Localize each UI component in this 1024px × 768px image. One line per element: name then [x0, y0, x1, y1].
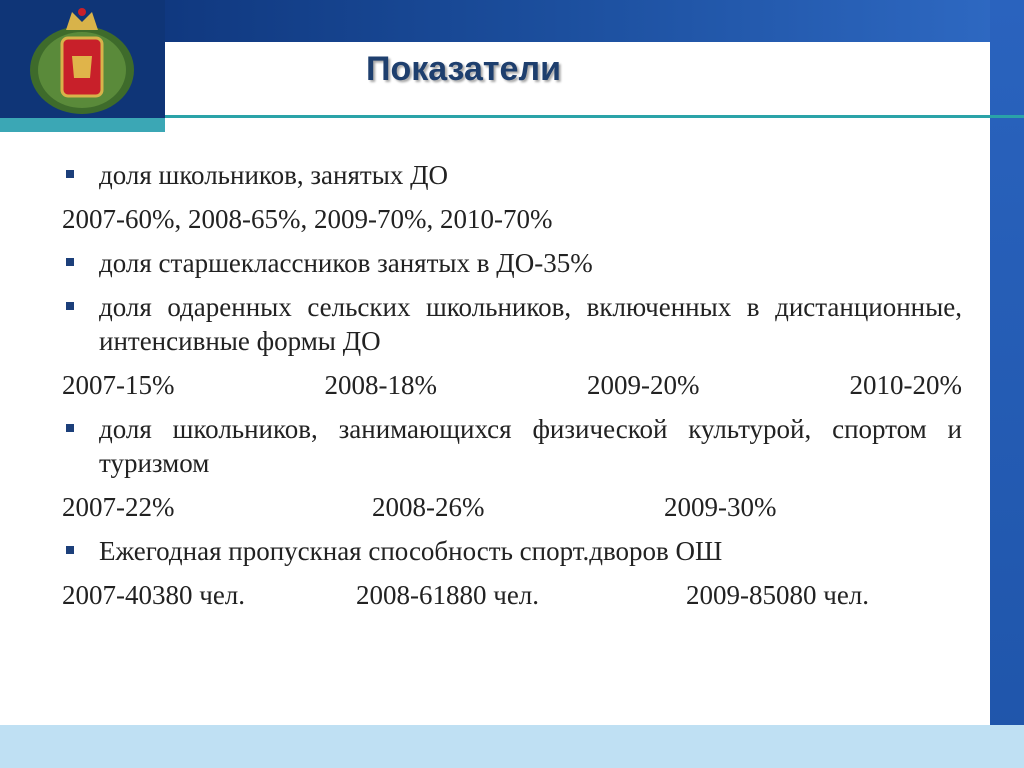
bullet-icon [66, 546, 74, 554]
value: 2007-40380 чел. [62, 580, 246, 610]
values-line: 2007-60%, 2008-65%, 2009-70%, 2010-70% [62, 204, 553, 234]
value: 2007-22% [62, 492, 175, 522]
value: 2009-85080 чел. [686, 580, 870, 610]
content-list [62, 158, 962, 622]
bullet-icon [66, 302, 74, 310]
list-item [62, 290, 962, 358]
values-row [62, 490, 962, 524]
bullet-icon [66, 170, 74, 178]
list-item [62, 246, 962, 280]
logo-panel [0, 0, 165, 118]
list-item [62, 158, 962, 192]
value: 2007-15% [62, 370, 175, 400]
list-item [62, 534, 962, 568]
value: 2009-20% [587, 370, 700, 400]
value: 2008-26% [372, 492, 485, 522]
values-row [62, 578, 962, 612]
coat-of-arms-icon [0, 0, 165, 118]
item-text: доля школьников, занятых ДО [99, 160, 449, 190]
item-text: доля одаренных сельских школьников, включенных в дистанционные, интенсивные формы ДО [99, 292, 962, 356]
value: 2009-30% [664, 492, 777, 522]
item-text: Ежегодная пропускная способность спорт.дворов ОШ [99, 536, 723, 566]
item-text: доля старшеклассников занятых в ДО-35% [99, 248, 593, 278]
value: 2010-20% [849, 370, 962, 400]
teal-strip [0, 118, 165, 132]
list-item [62, 412, 962, 480]
values-row [62, 368, 962, 402]
divider-line [165, 115, 1024, 118]
bottom-band [0, 725, 1024, 768]
bullet-icon [66, 424, 74, 432]
value: 2008-18% [324, 370, 437, 400]
page-title: Показатели [366, 50, 561, 88]
value: 2008-61880 чел. [356, 580, 540, 610]
item-text: доля школьников, занимающихся физической культурой, спортом и туризмом [99, 414, 962, 478]
bullet-icon [66, 258, 74, 266]
